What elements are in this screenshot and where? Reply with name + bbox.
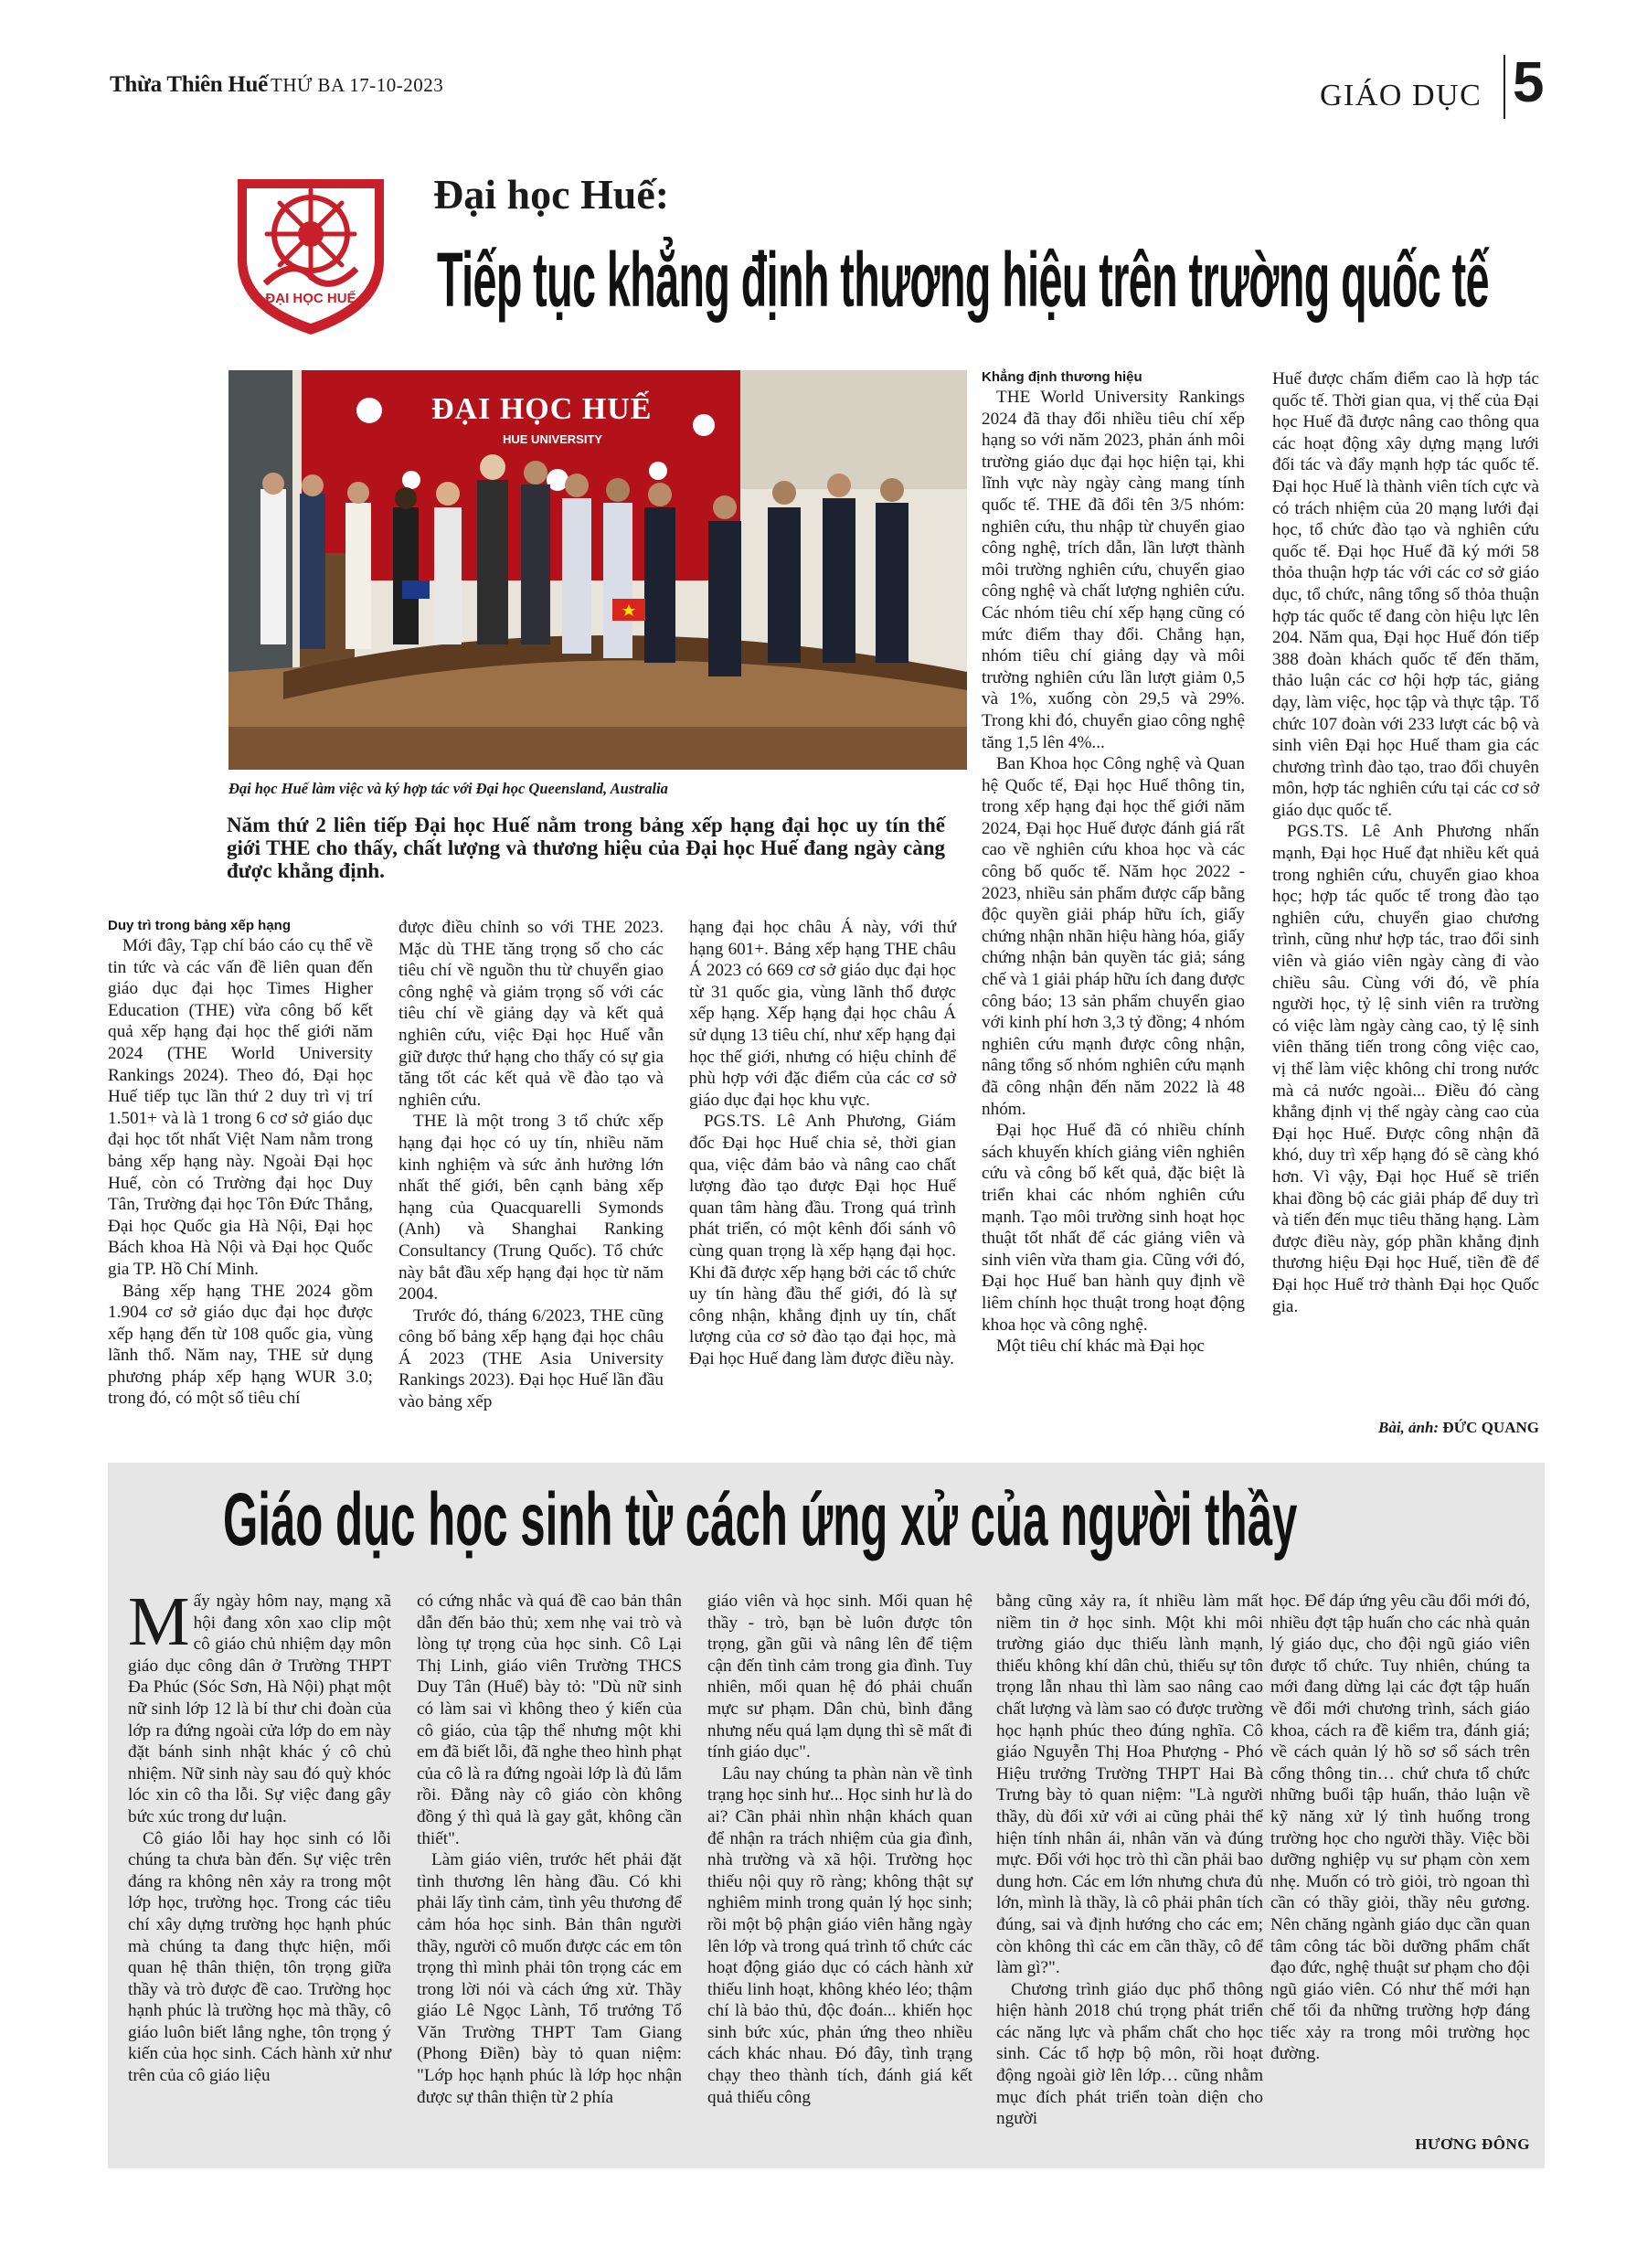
logo-text: ĐẠI HỌC HUẾ: [265, 291, 356, 306]
byline-label: Bài, ảnh:: [1377, 1419, 1440, 1436]
section-divider: [1504, 55, 1505, 119]
article2-col5: [1270, 1591, 1530, 2065]
article1-col1: [108, 917, 373, 1410]
article1-byline: [1316, 1419, 1539, 1437]
backdrop-title: ĐẠI HỌC HUẾ: [431, 392, 653, 426]
article1-photo: [228, 370, 967, 770]
paragraph: Mới đây, Tạp chí báo cáo cụ thể về tin tức và các vấn đề liên quan đến giáo dục đại học Times Higher Education (THE) vừa công bố kết quả xếp hạng đại học thế giới năm 2024 (THE World University Rankings 2024). Theo đó, Đại học Huế tiếp tục lần thứ 2 duy trì vị trí 1.501+ và là 1 trong 6 cơ sở giáo dục đại học tốt nhất Việt Nam nằm trong bảng xếp hạng này. Ngoài Đại học Huế, còn có Trường đại học Duy Tân, Trường đại học Tôn Đức Thắng, Đại học Quốc gia Hà Nội, Đại học Bách khoa Hà Nội và Đại học Quốc gia TP. Hồ Chí Minh.: [108, 936, 373, 1279]
paragraph: Đại học Huế đã có nhiều chính sách khuyến khích giảng viên nghiên cứu và công bố kết quả, đặc biệt là triển khai các nhóm nghiên cứu mạnh. Tạo môi trường sinh hoạt học thuật tốt nhất để các giảng viên và sinh viên vừa tham gia. Cũng với đó, Đại học Huế ban hành quy định về liêm chính học thuật trong hoạt động khoa học và công nghệ.: [982, 1121, 1245, 1335]
paragraph-text: ấy ngày hôm nay, mạng xã hội đang xôn xao clip một cô giáo chủ nhiệm dạy môn giáo dục công dân ở Trường THPT Đa Phúc (Sóc Sơn, Hà Nội) phạt một nữ sinh lớp 12 là bí thư chi đoàn của lớp ra đứng ngoài cửa lớp do em này đặt bánh sinh nhật khác ý cô chủ nhiệm. Nữ sinh này sau đó quỳ khóc lóc xin cô tha lỗi. Sự việc đang gây bức xúc trong dư luận.: [128, 1592, 391, 1826]
paragraph: PGS.TS. Lê Anh Phương nhấn mạnh, Đại học Huế đạt nhiều kết quả trong nghiên cứu, chuyển giao khoa học; hợp tác quốc tế trong đào tạo nghiên cứu, chuyển giao chương trình, cũng như hợp tác, trao đổi sinh viên và giáo viên ngày càng đi vào chiều sâu. Cùng với đó, về phía người học, tỷ lệ sinh viên ra trường có việc làm ngày càng cao, tỷ lệ sinh viên thăng tiến trong công việc cao, vị thế làm việc không chỉ trong nước mà cả nước ngoài... Điều đó càng khẳng định vị thế ngày càng cao của Đại học Huế. Được công nhận đã khó, duy trì xếp hạng đó sẽ càng khó hơn. Vì vậy, Đại học Huế sẽ triển khai đồng bộ các giải pháp để duy trì và tiến đến mục tiêu thăng hạng. Làm được điều này, góp phần khẳng định thương hiệu Đại học Huế, tiền đề để Đại học Huế trở thành Đại học Quốc gia.: [1272, 822, 1539, 1316]
paragraph: THE là một trong 3 tổ chức xếp hạng đại học có uy tín, nhiều năm kinh nghiệm và sức ảnh hưởng lớn nhất thế giới, bên cạnh bảng xếp hạng của Quacquarelli Symonds (Anh) và Shanghai Ranking Consultancy (Trung Quốc). Tổ chức này bắt đầu xếp hạng đại học từ năm 2004.: [398, 1112, 664, 1304]
paragraph: Một tiêu chí khác mà Đại học: [996, 1336, 1206, 1357]
paragraph: Huế được chấm điểm cao là hợp tác quốc tế. Thời gian qua, vị thế của Đại học Huế đã được nâng cao thông qua các hoạt động xây dựng mạng lưới đối tác và đẩy mạnh hợp tác quốc tế. Đại học Huế là thành viên tích cực và có trách nhiệm của 20 mạng lưới đại học, tổ chức đào tạo và nghiên cứu quốc tế. Đại học Huế đã ký mới 58 thỏa thuận hợp tác với các cơ sở giáo dục, tổ chức, nâng tổng số thỏa thuận hợp tác quốc tế đang còn hiệu lực lên 204. Năm qua, Đại học Huế đón tiếp 388 đoàn khách quốc tế đến thăm, thảo luận các cơ hội hợp tác, giảng dạy, làm việc, học tập và thực tập. Tổ chức 107 đoàn với 233 lượt các bộ và sinh viên Đại học Huế tham gia các chương trình đào tạo, trao đổi chuyên môn, hợp tác nghiên cứu tại các cơ sở giáo dục quốc tế.: [1272, 369, 1539, 820]
paragraph: Ban Khoa học Công nghệ và Quan hệ Quốc tế, Đại học Huế thông tin, trong xếp hạng đại học thế giới năm 2024, Đại học Huế được đánh giá rất cao về nghiên cứu khoa học và các công bố quốc tế. Năm học 2022 - 2023, nhiều sản phẩm được cấp bằng độc quyền giải pháp hữu ích, giấy chứng nhận nhãn hiệu hàng hóa, giấy chứng nhận bản quyền tác giả; sáng chế và 1 giải pháp hữu ích đang được công báo; 13 sản phẩm chuyển giao với kinh phí hơn 3,3 tỷ đồng; 4 nhóm nghiên cứu mạnh được công nhận, nâng tổng số nhóm nghiên cứu mạnh đã công nhận đến năm 2022 là 48 nhóm.: [982, 754, 1245, 1119]
article1-col2: [398, 917, 664, 1413]
photo-caption: Đại học Huế làm việc và ký hợp tác với Đại học Queensland, Australia: [228, 780, 668, 797]
masthead-paper-name: Thừa Thiên Huế: [110, 72, 268, 97]
paragraph: có cứng nhắc và quá đề cao bản thân dẫn đến bảo thủ; xem nhẹ vai trò và lòng tự trọng của học sinh. Cô Lại Thị Linh, giáo viên Trường THCS Duy Tân (Huế) bày tỏ: "Dù nữ sinh có làm sai vì không theo ý kiến của cô giáo, của tập thể nhưng một khi em đã biết lỗi, đã nghe theo hình phạt của cô là ra đứng ngoài lớp là đủ lắm rồi. Đằng này cô giáo còn không đồng ý thì quả là gay gắt, không cần thiết".: [417, 1592, 682, 1848]
paragraph: [128, 1583, 391, 1828]
article2-headline: Giáo dục học sinh từ cách ứng xử của người thầy: [223, 1478, 1298, 1561]
article1-col4: [982, 368, 1245, 1358]
article2-col3: [707, 1591, 972, 2108]
article2-box: [108, 1463, 1545, 2168]
paragraph: Bảng xếp hạng THE 2024 gồm 1.904 cơ sở giáo dục đại học được xếp hạng đến từ 108 quốc gia, vùng lãnh thổ. Năm nay, THE sử dụng phương pháp xếp hạng WUR 3.0; trong đó, có một số tiêu chí: [108, 1281, 373, 1409]
paragraph: được điều chỉnh so với THE 2023. Mặc dù THE tăng trọng số cho các tiêu chí về nguồn thu từ chuyển giao công nghệ và giảm trọng số với các tiêu chí về giảng dạy và kết quả nghiên cứu, việc Đại học Huế vẫn giữ được thứ hạng cho thấy có sự gia tăng tốt các kết quả về đào tạo và nghiên cứu.: [398, 918, 664, 1110]
article2-byline: HƯƠNG ĐÔNG: [1415, 2135, 1530, 2153]
university-logo: [228, 174, 393, 338]
subheading-brand: Khẳng định thương hiệu: [982, 369, 1142, 385]
paragraph: PGS.TS. Lê Anh Phương, Giám đốc Đại học Huế chia sẻ, thời gian qua, việc đảm bảo và nâng cao chất lượng đào tạo được Đại học Huế quan tâm hàng đầu. Trong quá trình phát triển, có một kênh đối sánh vô cùng quan trọng là xếp hạng đại học. Khi đã được xếp hạng bởi các tổ chức uy tín hàng đầu thế giới, đó là sự công nhận, khẳng định uy tín, chất lượng của cơ sở đào tạo đại học, mà Đại học Huế đang làm được điều này.: [689, 1112, 956, 1368]
paragraph: Chương trình giáo dục phổ thông hiện hành 2018 chú trọng phát triển các năng lực và phẩm chất cho học sinh. Các tổ hợp bộ môn, rồi hoạt động ngoài giờ lên lớp… cũng nhằm mục đích phát triển toàn diện cho người: [996, 1979, 1263, 2129]
article2-col4: [996, 1591, 1263, 2130]
article2-col2: [417, 1591, 682, 2108]
paragraph: giáo viên và học sinh. Mối quan hệ thầy - trò, bạn bè luôn được tôn trọng, gần gũi và nâng lên để tiệm cận đến tình cảm trong gia đình. Tuy nhiên, mối quan hệ đó phải chuẩn mực sư phạm. Dân chủ, bình đẳng nhưng nếu quá lạm dụng thì sẽ mất đi tính giáo dục".: [707, 1592, 972, 1762]
article1-col3: [689, 917, 956, 1369]
paragraph: học. Để đáp ứng yêu cầu đổi mới đó, nhiều đợt tập huấn cho các nhà quản lý giáo dục, cho đội ngũ giáo viên được tổ chức. Tuy nhiên, chúng ta mới đang dừng lại các đợt tập huấn về đổi mới chương trình, sách giáo khoa, cách ra đề kiểm tra, đánh giá; về cách quản lý hồ sơ sổ sách trên cổng thông tin… chứ chưa tổ chức những buổi tập huấn, thảo luận về kỹ năng xử lý tình huống trong trường học cho người thầy. Việc bồi dưỡng nghiệp vụ sư phạm còn xem nhẹ. Muốn có trò giỏi, trò ngoan thì cần có thầy giỏi, thầy nêu gương. Nên chăng ngành giáo dục cần quan tâm công tác bồi dưỡng phẩm chất đạo đức, nghệ thuật sư phạm cho đội ngũ giáo viên. Có như thế mới hạn chế tối đa những trường hợp đáng tiếc xảy ra trong môi trường học đường.: [1270, 1592, 1530, 2064]
subheading-ranking: Duy trì trong bảng xếp hạng: [108, 918, 292, 933]
page-number: 5: [1513, 51, 1545, 114]
masthead-date: THỨ BA 17-10-2023: [271, 74, 444, 96]
section-name: GIÁO DỤC: [1320, 79, 1482, 112]
article1-headline: Tiếp tục khẳng định thương hiệu trên trường quốc tế: [437, 237, 1489, 323]
paragraph: Làm giáo viên, trước hết phải đặt tình thương lên hàng đầu. Có khi phải lấy tình cảm, tình yêu thương để cảm hóa học sinh. Bản thân người thầy, người cô muốn được các em tôn trọng thì mình phải tôn trọng các em trong lời nói và cách ứng xử. Thầy giáo Lê Ngọc Lành, Tổ trưởng Tổ Văn Trường THPT Tam Giang (Phong Điền) bày tỏ quan niệm: "Lớp học hạnh phúc là lớp học nhận được sự thân thiện từ 2 phía: [417, 1850, 682, 2107]
paragraph: Trước đó, tháng 6/2023, THE cũng công bố bảng xếp hạng đại học châu Á 2023 (THE Asia University Rankings 2023). Đại học Huế lần đầu vào bảng xếp: [398, 1305, 664, 1412]
paragraph: THE World University Rankings 2024 đã thay đổi nhiều tiêu chí xếp hạng so với năm 2023, phản ánh môi trường giáo dục đại học hiện tại, khi lĩnh vực này ngày càng mang tính quốc tế. THE đã đổi tên 3/5 nhóm: nghiên cứu, thu nhập từ chuyển giao công nghệ, trích dẫn, lần lượt thành môi trường nghiên cứu, chuyển giao công nghệ và chất lượng nghiên cứu. Các nhóm tiêu chí xếp hạng cũng có mức điểm thay đổi. Chẳng hạn, nhóm tiêu chí giảng dạy và môi trường nghiên cứu lần lượt giảm 0,5 và 1%, xuống còn 29,5 và 29%. Trong khi đó, chuyển giao công nghệ tăng 1,5 lên 4%...: [982, 388, 1245, 752]
paragraph: hạng đại học châu Á này, với thứ hạng 601+. Bảng xếp hạng THE châu Á 2023 có 669 cơ sở giáo dục đại học từ 31 quốc gia, vùng lãnh thổ được xếp hạng. Xếp hạng đại học châu Á sử dụng 13 tiêu chí, như xếp hạng đại học thế giới, nhưng có hiệu chỉnh để phù hợp với đặc điểm của các cơ sở giáo dục đại học khu vực.: [689, 918, 956, 1110]
dropcap: M: [128, 1583, 190, 1660]
paragraph: Cô giáo lỗi hay học sinh có lỗi chúng ta chưa bàn đến. Sự việc trên đáng ra không nên xảy ra trong một lớp học, trường học. Trong các tiêu chí xây dựng trường học hạnh phúc mà chúng ta đang thực hiện, mối quan hệ thân thiện, tôn trọng giữa thầy và trò được đề cao. Trường học hạnh phúc là trường học mà thầy, cô giáo luôn biết lắng nghe, tôn trọng ý kiến của học sinh. Cách hành xử như trên của cô giáo liệu: [128, 1828, 391, 2086]
article1-kicker: Đại học Huế:: [433, 171, 670, 218]
article1-col5: [1272, 368, 1539, 1317]
paragraph: Lâu nay chúng ta phàn nàn về tình trạng học sinh hư... Học sinh hư là do ai? Cần phải nhìn nhận khách quan để nhận ra trách nhiệm của gia đình, nhà trường và xã hội. Trường học thiếu nội quy rõ ràng; không thật sự nghiêm minh trong quản lý học sinh; rồi một bộ phận giáo viên hằng ngày lên lớp và trong quá trình tổ chức các hoạt động giáo dục có cách hành xử thiếu linh hoạt, không khéo léo; thậm chí là bảo thủ, độc đoán... khiến học sinh bức xúc, phản ứng theo nhiều cách khác nhau. Đó đây, tình trạng chạy theo thành tích, đánh giá kết quả thiếu công: [707, 1763, 972, 2107]
article1-lead: Năm thứ 2 liên tiếp Đại học Huế nằm trong bảng xếp hạng đại học uy tín thế giới THE cho thấy, chất lượng và thương hiệu của Đại học Huế đang ngày càng được khẳng định.: [227, 814, 945, 882]
backdrop-subtitle: HUE UNIVERSITY: [503, 432, 603, 446]
paragraph: bằng cũng xảy ra, ít nhiều làm mất niềm tin ở học sinh. Một khi môi trường giáo dục thiếu lành mạnh, thiếu không khí dân chủ, thiếu sự tôn trọng lẫn nhau thì làm sao nâng cao chất lượng và làm sao có được trường học hạnh phúc theo đúng nghĩa. Cô giáo Nguyễn Thị Hoa Phượng - Phó Hiệu trưởng Trường THPT Hai Bà Trưng bày tỏ quan niệm: "Là người thầy, dù đối xử với ai cũng phải thể hiện tính nhân ái, nhân văn và đúng mực. Đối với học trò thì cần phải bao dung hơn. Các em lớn nhưng chưa đủ lớn, mình là thầy, là cô phải phân tích đúng, sai và định hướng cho các em; còn không thì các em cần thầy, cô để làm gì?".: [996, 1592, 1263, 1978]
byline-name: ĐỨC QUANG: [1442, 1419, 1539, 1436]
article2-col1: [128, 1583, 391, 2087]
